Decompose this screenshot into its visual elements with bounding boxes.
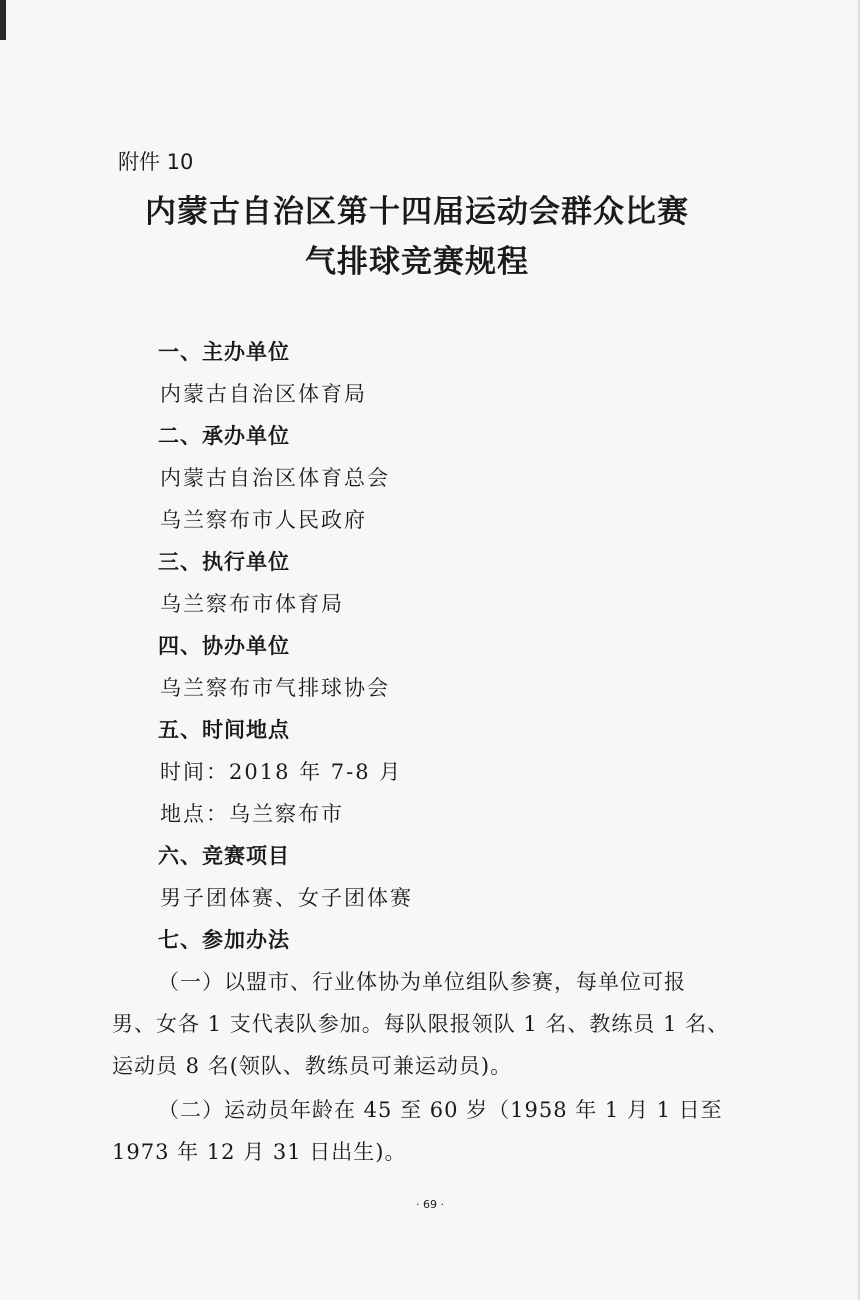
section-heading-co-organizer: 四、协办单位 [158,634,290,658]
participation-para-1-line-2: 男、女各 1 支代表队参加。每队限报领队 1 名、教练员 1 名、 [112,1012,730,1036]
executor-text: 乌兰察布市体育局 [160,592,344,616]
host-text-1: 内蒙古自治区体育总会 [160,466,390,490]
place-text: 地点：乌兰察布市 [160,802,344,826]
section-heading-time-place: 五、时间地点 [158,718,290,742]
organizer-text: 内蒙古自治区体育局 [160,382,367,406]
co-organizer-text: 乌兰察布市气排球协会 [160,676,390,700]
section-heading-host: 二、承办单位 [158,424,290,448]
section-heading-participation: 七、参加办法 [158,928,290,952]
page-number: · 69 · [416,1198,444,1211]
participation-para-2-line-2: 1973 年 12 月 31 日出生)。 [112,1140,407,1164]
events-text: 男子团体赛、女子团体赛 [160,886,413,910]
participation-para-2-line-1: （二）运动员年龄在 45 至 60 岁（1958 年 1 月 1 日至 [158,1098,723,1122]
section-heading-events: 六、竞赛项目 [158,844,290,868]
scan-edge-mark [0,0,6,40]
document-title-line-2: 气排球竞赛规程 [305,244,529,280]
participation-para-1-line-3: 运动员 8 名(领队、教练员可兼运动员)。 [112,1054,513,1078]
time-text: 时间：2018 年 7-8 月 [160,760,403,784]
document-title-line-1: 内蒙古自治区第十四届运动会群众比赛 [145,194,689,230]
section-heading-executor: 三、执行单位 [158,550,290,574]
attachment-label: 附件 10 [118,150,194,174]
host-text-2: 乌兰察布市人民政府 [160,508,367,532]
participation-para-1-line-1: （一）以盟市、行业体协为单位组队参赛，每单位可报 [158,970,686,994]
section-heading-organizer: 一、主办单位 [158,340,290,364]
